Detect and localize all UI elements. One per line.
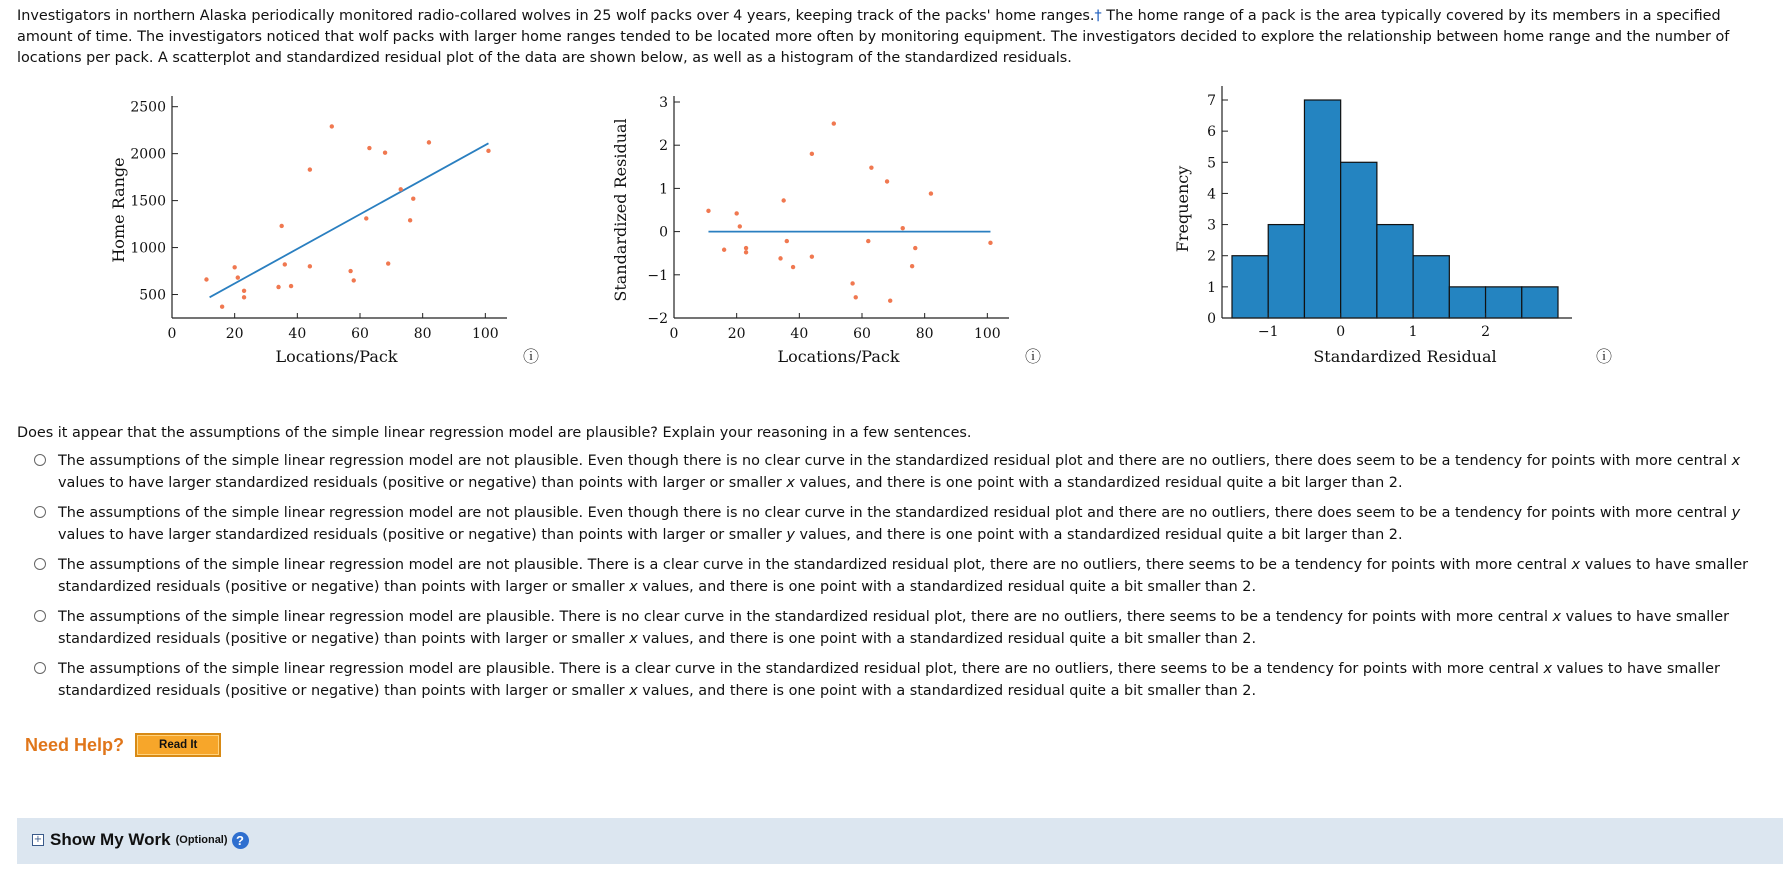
y-tick-label: 4 <box>1207 186 1216 203</box>
y-axis-label: Frequency <box>1173 165 1192 253</box>
data-point <box>781 198 785 202</box>
histogram-bar <box>1522 287 1558 318</box>
data-point <box>232 265 236 269</box>
x-tick-label: 20 <box>727 326 746 342</box>
x-tick-label: 2 <box>1481 324 1491 340</box>
x-tick-label: 100 <box>471 326 499 342</box>
data-point <box>738 224 742 228</box>
histogram-figure <box>1140 82 1613 372</box>
y-tick-label: 0 <box>1207 311 1216 327</box>
data-point <box>283 262 287 266</box>
data-point <box>279 224 283 228</box>
data-point <box>242 289 246 293</box>
x-tick-label: 0 <box>1336 324 1346 340</box>
residual-plot-figure <box>611 82 1075 372</box>
x-axis-label: Locations/Pack <box>777 347 900 366</box>
data-point <box>386 261 390 265</box>
data-point <box>367 146 371 150</box>
radio-button[interactable] <box>34 610 46 622</box>
data-point <box>411 197 415 201</box>
radio-button[interactable] <box>34 558 46 570</box>
info-icon: ⓘ <box>1024 347 1042 366</box>
y-tick-label: 5 <box>1207 155 1216 172</box>
data-point <box>308 264 312 268</box>
y-tick-label: 3 <box>659 95 668 111</box>
y-axis-label: Standardized Residual <box>611 118 630 302</box>
histogram-bar <box>1449 287 1485 318</box>
data-point <box>722 248 726 252</box>
data-point <box>988 241 992 245</box>
answer-choice[interactable] <box>34 502 1784 546</box>
data-point <box>364 216 368 220</box>
data-point <box>734 211 738 215</box>
y-tick-label: −2 <box>647 311 668 327</box>
y-tick-label: 1000 <box>130 240 166 257</box>
x-tick-label: 100 <box>973 326 1001 342</box>
y-axis-label: Home Range <box>109 157 128 263</box>
data-point <box>276 285 280 289</box>
histogram-bar <box>1304 100 1340 318</box>
data-point <box>910 264 914 268</box>
radio-button[interactable] <box>34 662 46 674</box>
data-point <box>427 140 431 144</box>
data-point <box>913 246 917 250</box>
answer-choice[interactable] <box>34 658 1784 702</box>
x-axis-label: Locations/Pack <box>275 347 398 366</box>
data-point <box>242 295 246 299</box>
x-tick-label: 80 <box>413 326 432 342</box>
data-point <box>236 275 240 279</box>
footnote-link[interactable]: † <box>1094 8 1102 24</box>
x-tick-label: 0 <box>167 326 177 342</box>
x-tick-label: 80 <box>915 326 934 342</box>
y-tick-label: 1 <box>659 181 668 198</box>
data-point <box>408 218 412 222</box>
data-point <box>744 250 748 254</box>
help-icon[interactable]: ? <box>232 832 249 849</box>
data-point <box>810 254 814 258</box>
data-point <box>791 265 795 269</box>
histogram-bar <box>1268 225 1304 318</box>
x-tick-label: 60 <box>351 326 369 342</box>
data-point <box>204 277 208 281</box>
y-tick-label: 7 <box>1207 93 1216 109</box>
x-tick-label: −1 <box>1257 324 1279 340</box>
data-point <box>866 239 870 243</box>
expand-icon[interactable]: + <box>33 834 43 845</box>
data-point <box>785 239 789 243</box>
scatterplot-chart <box>90 82 550 372</box>
data-point <box>744 246 748 250</box>
y-tick-label: 2 <box>659 138 668 155</box>
intro-text-continued: The home range of a pack is the area typically covered by its members in a specified amount of time. The investigators noticed that wolf packs with larger home ranges tended to be located more often by monitoring equipment. The investigators decided to explore the relationship between home range and the number of locations per pack. A scatterplot and standardized residual plot of the data are shown below, as well as a histogram of the standardized residuals. <box>17 8 1730 66</box>
x-tick-label: 0 <box>669 326 679 342</box>
y-tick-label: 2000 <box>130 146 166 163</box>
choice-text: The assumptions of the simple linear regression model are plausible. There is a clear curve in the standardized residual plot, there are no outliers, there seems to be a tendency for points with more central x values to have smaller standardized residuals (positive or negative) than points with larger or smaller x values, and there is one point with a standardized residual quite a bit smaller than 2. <box>58 661 1720 699</box>
choice-text: The assumptions of the simple linear regression model are plausible. There is no clear curve in the standardized residual plot, there are no outliers, there seems to be a tendency for points with more central x values to have smaller standardized residuals (positive or negative) than points with larger or smaller x values, and there is one point with a standardized residual quite a bit smaller than 2. <box>58 609 1730 647</box>
read-it-button[interactable]: Read It <box>135 733 221 757</box>
data-point <box>486 149 490 153</box>
y-tick-label: 1 <box>1207 279 1216 296</box>
answer-choice[interactable] <box>34 554 1784 598</box>
problem-intro <box>17 6 1777 69</box>
data-point <box>308 167 312 171</box>
data-point <box>330 124 334 128</box>
question-text: Does it appear that the assumptions of the simple linear regression model are plausible? Explain your reasoning in a few sentences. <box>17 425 972 441</box>
data-point <box>901 226 905 230</box>
histogram-chart <box>1140 82 1613 372</box>
answer-choice[interactable] <box>34 450 1784 494</box>
y-tick-label: −1 <box>647 267 668 284</box>
residual-plot-chart <box>611 82 1075 372</box>
choice-text: The assumptions of the simple linear regression model are not plausible. There is a clear curve in the standardized residual plot, there are no outliers, there seems to be a tendency for points with more central x values to have smaller standardized residuals (positive or negative) than points with larger or smaller x values, and there is one point with a standardized residual quite a bit smaller than 2. <box>58 557 1749 595</box>
regression-line <box>210 143 489 297</box>
histogram-bar <box>1341 162 1377 318</box>
y-tick-label: 500 <box>139 287 166 304</box>
data-point <box>929 191 933 195</box>
x-axis-label: Standardized Residual <box>1313 347 1497 366</box>
x-tick-label: 60 <box>853 326 871 342</box>
y-tick-label: 0 <box>659 224 668 241</box>
y-tick-label: 1500 <box>130 193 166 210</box>
show-my-work-label[interactable]: Show My Work <box>50 830 171 849</box>
answer-choice[interactable] <box>34 606 1784 650</box>
show-my-work-panel[interactable] <box>17 818 1783 864</box>
need-help-label: Need Help? <box>25 734 125 755</box>
x-tick-label: 40 <box>288 326 307 342</box>
y-tick-label: 2500 <box>130 99 166 116</box>
x-tick-label: 40 <box>790 326 809 342</box>
histogram-bar <box>1413 256 1449 318</box>
optional-label: (Optional) <box>175 834 228 846</box>
answer-choices <box>34 450 1784 710</box>
data-point <box>289 284 293 288</box>
data-point <box>854 295 858 299</box>
scatterplot-figure <box>90 82 550 372</box>
choice-text: The assumptions of the simple linear regression model are not plausible. Even though there is no clear curve in the standardized residual plot and there are no outliers, there does seem to be a tendency for points with more central y values to have larger standardized residuals (positive or negative) than points with larger or smaller y values, and there is one point with a standardized residual quite a bit larger than 2. <box>58 505 1741 543</box>
data-point <box>706 209 710 213</box>
data-point <box>220 305 224 309</box>
histogram-bar <box>1232 256 1268 318</box>
radio-button[interactable] <box>34 506 46 518</box>
radio-button[interactable] <box>34 454 46 466</box>
histogram-bar <box>1377 225 1413 318</box>
data-point <box>885 179 889 183</box>
histogram-bar <box>1486 287 1522 318</box>
data-point <box>810 152 814 156</box>
data-point <box>832 121 836 125</box>
data-point <box>888 299 892 303</box>
data-point <box>869 165 873 169</box>
data-point <box>850 281 854 285</box>
choice-text: The assumptions of the simple linear regression model are not plausible. Even though there is no clear curve in the standardized residual plot and there are no outliers, there does seem to be a tendency for points with more central x values to have larger standardized residuals (positive or negative) than points with larger or smaller x values, and there is one point with a standardized residual quite a bit larger than 2. <box>58 453 1741 491</box>
x-tick-label: 1 <box>1408 324 1418 340</box>
intro-text: Investigators in northern Alaska periodically monitored radio-collared wolves in 25 wolf packs over 4 years, keeping track of the packs' home ranges. <box>17 8 1095 24</box>
y-tick-label: 2 <box>1207 248 1216 265</box>
y-tick-label: 6 <box>1207 124 1216 141</box>
x-tick-label: 20 <box>225 326 244 342</box>
data-point <box>399 187 403 191</box>
y-tick-label: 3 <box>1207 217 1216 234</box>
data-point <box>352 278 356 282</box>
info-icon: ⓘ <box>1595 347 1613 366</box>
data-point <box>383 151 387 155</box>
help-section <box>25 733 221 757</box>
data-point <box>348 269 352 273</box>
data-point <box>778 256 782 260</box>
info-icon: ⓘ <box>522 347 540 366</box>
